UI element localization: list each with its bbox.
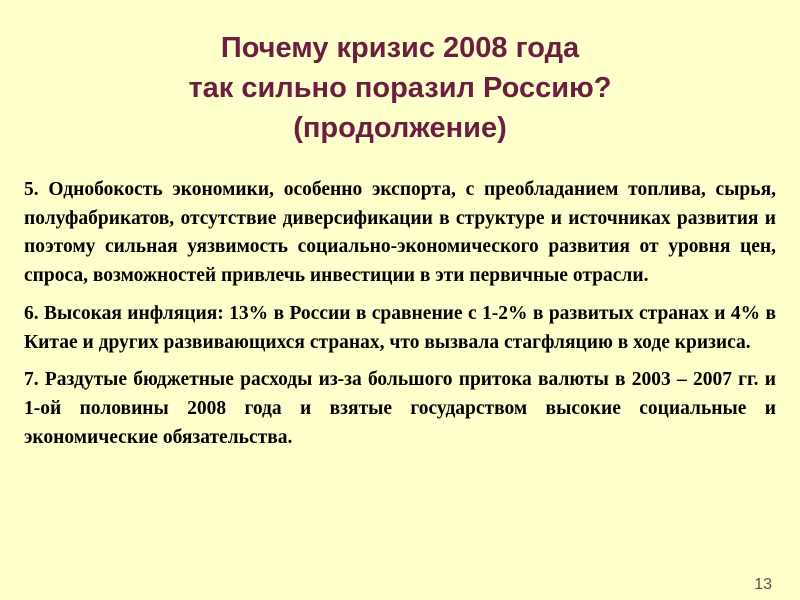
title-line-3: (продолжение) <box>293 112 507 144</box>
paragraph-6: 6. Высокая инфляция: 13% в России в сравнение с 1-2% в развитых странах и 4% в Китае и других развивающихся странах, что вызвала стагфляцию в ходе кризиса. <box>24 302 776 353</box>
slide-number: 13 <box>754 576 772 593</box>
slide-body <box>24 176 776 461</box>
paragraph-7: 7. Раздутые бюджетные расходы из-за большого притока валюты в 2003 – 2007 гг. и 1-ой половины 2008 года и взятые государством высокие социальные и экономические обязательства. <box>24 369 776 448</box>
title-line-1: Почему кризис 2008 года <box>220 32 580 64</box>
title-line-2: так сильно поразил Россию? <box>188 72 612 104</box>
slide-title <box>100 28 700 148</box>
paragraph-5: 5. Однобокость экономики, особенно экспорта, с преобладанием топлива, сырья, полуфабрикатов, отсутствие диверсификации в структуре и источниках развития и поэтому сильная уязвимость социально-экономического развития от уровня цен, спроса, возможностей привлечь инвестиции в эти первичные отрасли. <box>24 179 776 287</box>
